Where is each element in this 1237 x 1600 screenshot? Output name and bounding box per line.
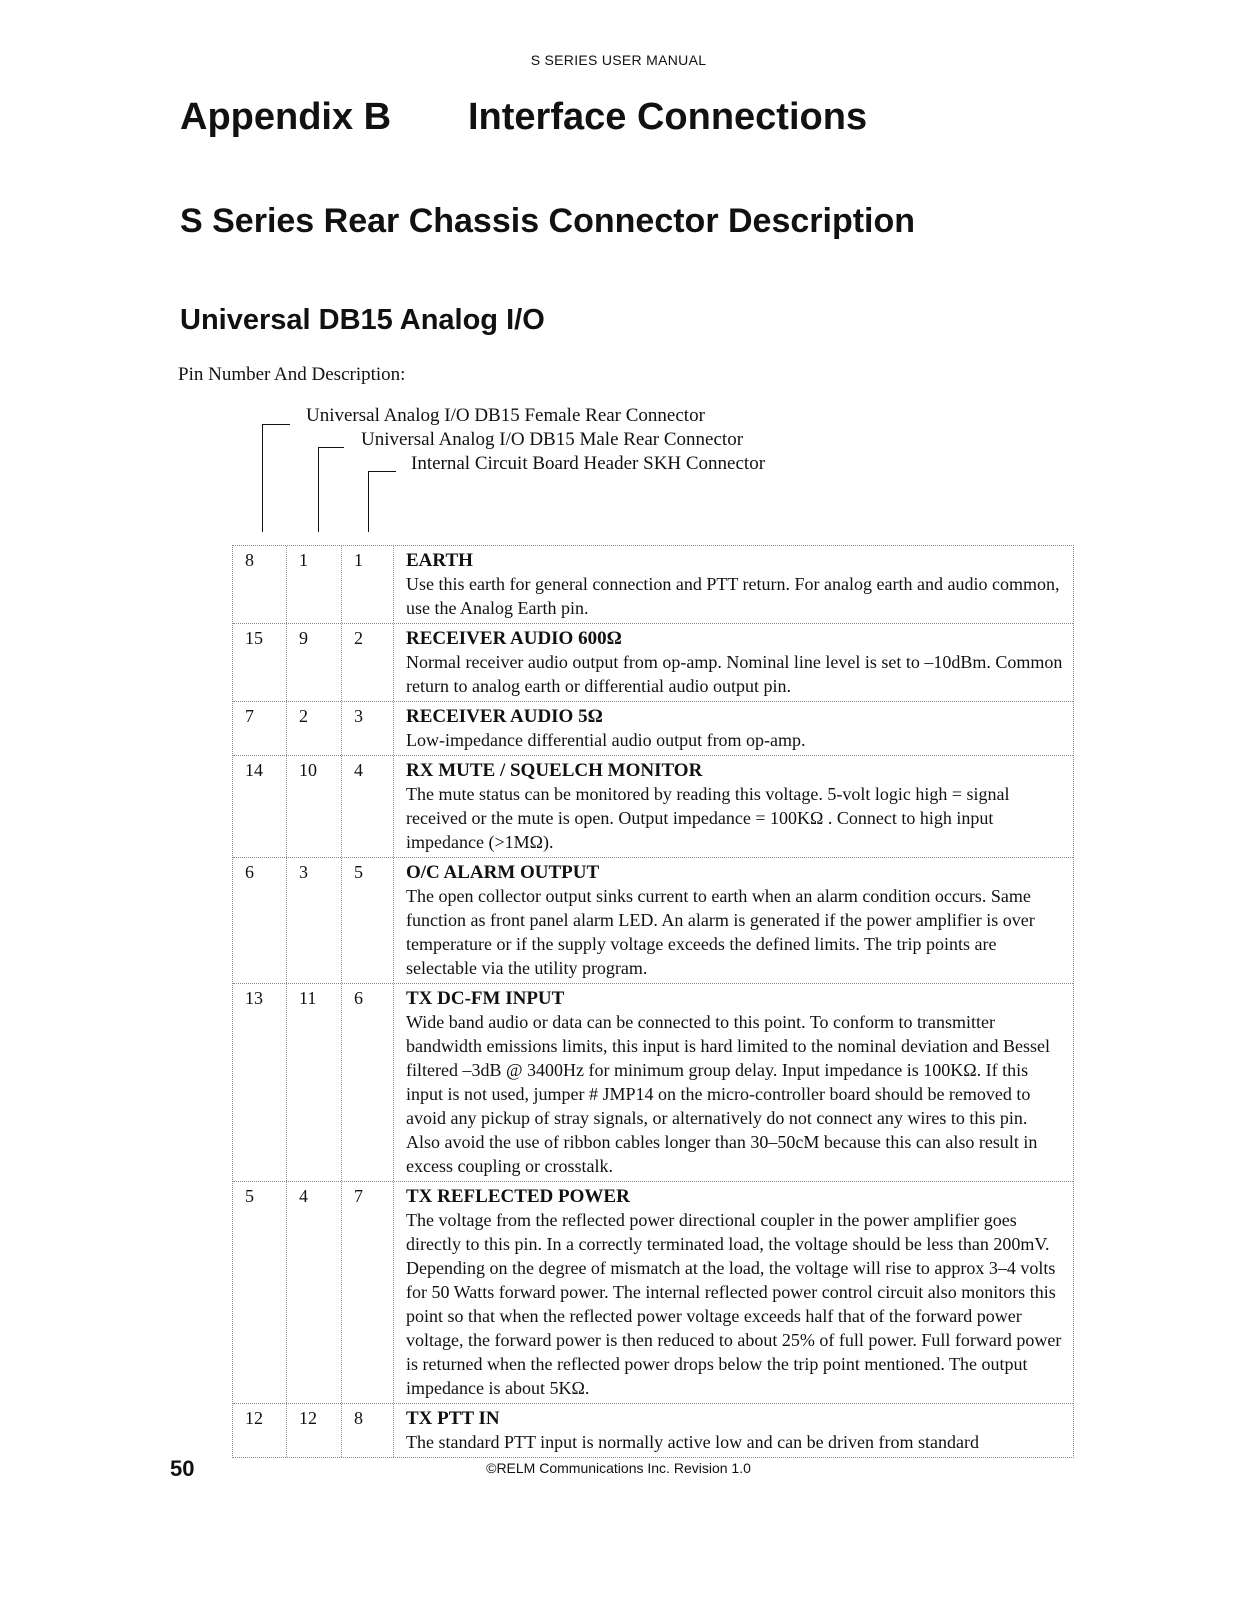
female-pin: 14 (233, 756, 287, 857)
table-row (233, 984, 1073, 1182)
pin-title: RECEIVER AUDIO 600Ω (406, 628, 622, 649)
male-pin: 2 (287, 702, 342, 755)
intro-text: Pin Number And Description: (178, 364, 406, 385)
male-pin: 1 (287, 546, 342, 623)
pin-title: O/C ALARM OUTPUT (406, 862, 600, 883)
pin-title: TX DC-FM INPUT (406, 988, 565, 1009)
pin-title: RX MUTE / SQUELCH MONITOR (406, 760, 703, 781)
female-pin: 8 (233, 546, 287, 623)
pin-body: Wide band audio or data can be connected to this point. To conform to transmitter bandwidth emissions limits, this input is hard limited to the nominal deviation and Bessel filtered –3dB @ 3400Hz for minimum group delay. Input impedance is 100KΩ. If this input is not used, jumper # JMP14 on the micro-controller board should be removed to avoid any pickup of stray signals, or alternatively do not connect any wires to this pin. Also avoid the use of ribbon cables longer than 30–50cM because this can also result in excess coupling or crosstalk. (406, 1012, 1050, 1176)
table-row (233, 624, 1073, 702)
skh-pin: 8 (342, 1404, 394, 1457)
legend-male: Universal Analog I/O DB15 Male Rear Connector (361, 429, 744, 450)
skh-pin: 7 (342, 1182, 394, 1403)
male-pin: 9 (287, 624, 342, 701)
pin-description (394, 858, 1073, 983)
table-row (233, 1182, 1073, 1404)
male-pin: 4 (287, 1182, 342, 1403)
legend-line-female-h (262, 424, 290, 425)
table-row (233, 756, 1073, 858)
table-row (233, 546, 1073, 624)
pin-body: The voltage from the reflected power directional coupler in the power amplifier goes directly to this pin. In a correctly terminated load, the voltage should be less than 200mV. Depending on the degree of mismatch at the load, the voltage will rise to approx 3–4 volts for 50 Watts forward power. The internal reflected power control circuit also monitors this point so that when the reflected power voltage exceeds half that of the forward power voltage, the forward power is then reduced to about 25% of full power. Full forward power is returned when the reflected power drops below the trip point mentioned. The output impedance is about 5KΩ. (406, 1210, 1062, 1398)
pin-description (394, 984, 1073, 1181)
male-pin: 12 (287, 1404, 342, 1457)
appendix-title (180, 96, 867, 139)
pin-body: The mute status can be monitored by reading this voltage. 5-volt logic high = signal received or the mute is open. Output impedance = 100KΩ . Connect to high input impedance (>1MΩ). (406, 784, 1010, 852)
legend-line-female-v (262, 424, 263, 532)
running-header: S SERIES USER MANUAL (530, 52, 707, 68)
pin-title: EARTH (406, 550, 473, 571)
page-number: 50 (170, 1456, 195, 1481)
female-pin: 6 (233, 858, 287, 983)
pin-description (394, 624, 1073, 701)
skh-pin: 4 (342, 756, 394, 857)
legend-line-header-v (368, 471, 369, 532)
pin-description (394, 1404, 1073, 1457)
footer-copyright: ©RELM Communications Inc. Revision 1.0 (486, 1460, 751, 1476)
pin-title: TX REFLECTED POWER (406, 1186, 630, 1207)
pin-description (394, 702, 1073, 755)
legend-female: Universal Analog I/O DB15 Female Rear Connector (306, 405, 705, 426)
pin-description (394, 756, 1073, 857)
pin-body: Use this earth for general connection and PTT return. For analog earth and audio common, use the Analog Earth pin. (406, 574, 1060, 618)
subsection-title: Universal DB15 Analog I/O (180, 304, 545, 336)
legend-header: Internal Circuit Board Header SKH Connector (411, 453, 766, 474)
table-row (233, 858, 1073, 984)
pin-description (394, 546, 1073, 623)
male-pin: 3 (287, 858, 342, 983)
female-pin: 15 (233, 624, 287, 701)
legend-line-male-v (318, 447, 319, 532)
skh-pin: 5 (342, 858, 394, 983)
appendix-name: Interface Connections (468, 96, 868, 138)
section-title: S Series Rear Chassis Connector Description (180, 202, 916, 240)
skh-pin: 2 (342, 624, 394, 701)
female-pin: 5 (233, 1182, 287, 1403)
pin-table (232, 545, 1074, 1458)
pin-body: Low-impedance differential audio output from op-amp. (406, 730, 806, 750)
pin-body: Normal receiver audio output from op-amp. Nominal line level is set to –10dBm. Common return to analog earth or differential audio output pin. (406, 652, 1063, 696)
appendix-label: Appendix B (180, 96, 392, 138)
female-pin: 7 (233, 702, 287, 755)
table-row (233, 1404, 1073, 1457)
table-row (233, 702, 1073, 756)
pin-body: The open collector output sinks current to earth when an alarm condition occurs. Same function as front panel alarm LED. An alarm is generated if the power amplifier is over temperature or if the supply voltage exceeds the defined limits. The trip points are selectable via the utility program. (406, 886, 1035, 978)
pin-title: TX PTT IN (406, 1408, 500, 1429)
pin-title: RECEIVER AUDIO 5Ω (406, 706, 603, 727)
skh-pin: 6 (342, 984, 394, 1181)
male-pin: 10 (287, 756, 342, 857)
male-pin: 11 (287, 984, 342, 1181)
pin-description (394, 1182, 1073, 1403)
legend-line-male-h (318, 447, 344, 448)
skh-pin: 1 (342, 546, 394, 623)
female-pin: 13 (233, 984, 287, 1181)
skh-pin: 3 (342, 702, 394, 755)
legend-line-header-h (368, 471, 396, 472)
pin-body: The standard PTT input is normally active low and can be driven from standard (406, 1432, 980, 1452)
female-pin: 12 (233, 1404, 287, 1457)
